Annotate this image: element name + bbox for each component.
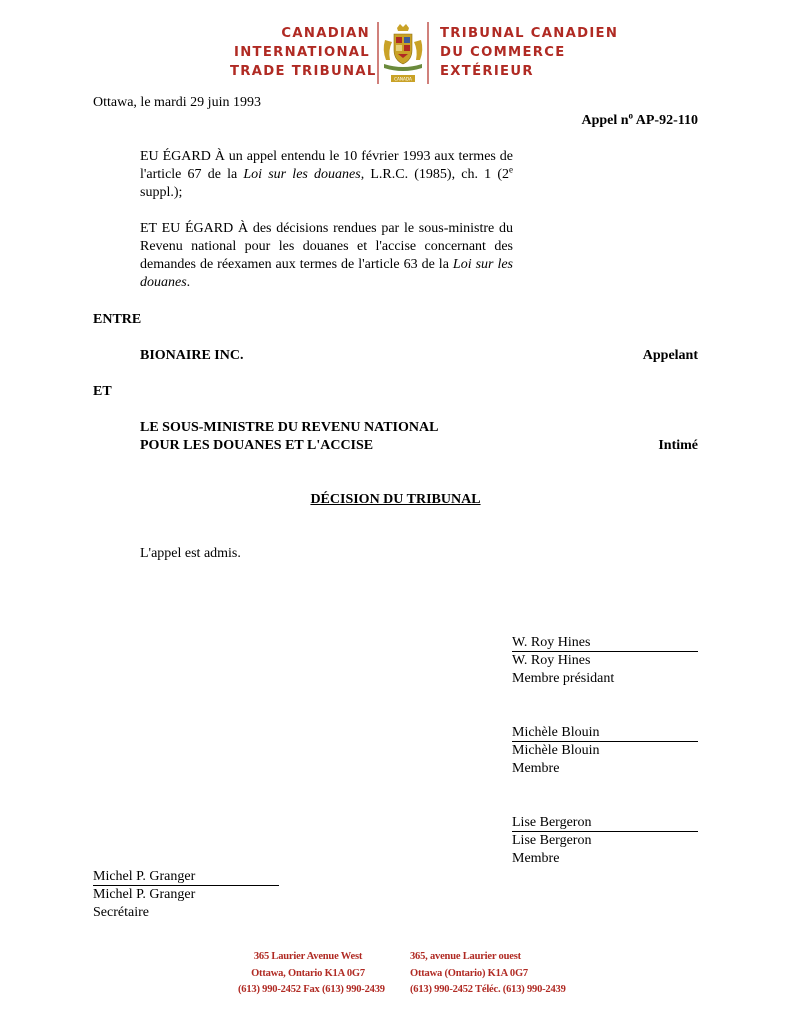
appeal-sup: o [628, 110, 634, 121]
p2-text-b: . [186, 275, 191, 290]
letterhead-line: TRIBUNAL CANADIEN [440, 26, 619, 41]
respondent-role: Intimé [658, 438, 698, 453]
member-title: Membre [512, 761, 560, 776]
footer-line: Ottawa (Ontario) K1A 0G7 [410, 967, 528, 979]
footer-address-french [410, 949, 566, 999]
letterhead-line: DU COMMERCE [440, 45, 566, 60]
decision-heading-text: DÉCISION DU TRIBUNAL [310, 492, 481, 507]
letterhead-line: CANADIAN [281, 26, 370, 41]
letterhead-french [440, 24, 620, 81]
signature-block-secretary [93, 868, 279, 922]
coat-of-arms-icon [376, 20, 430, 86]
signature-line: Michèle Blouin [512, 724, 698, 742]
signature-line: Lise Bergeron [512, 814, 698, 832]
signature-block-member-1 [512, 724, 698, 778]
p1-text-c: suppl.); [140, 185, 183, 200]
p1-text-a: EU ÉGARD À un appel entendu le 10 février 1993 aux termes de l'article 67 de la [140, 149, 513, 182]
member-title: Membre présidant [512, 671, 615, 686]
member-title: Membre [512, 851, 560, 866]
appeal-number-value: AP-92-110 [633, 113, 698, 128]
signature-block-member-2 [512, 814, 698, 868]
member-name: Lise Bergeron [512, 833, 592, 848]
decision-text: L'appel est admis. [140, 546, 241, 561]
appeal-number [581, 112, 698, 130]
decision-heading [0, 491, 791, 509]
p2-text-a: ET EU ÉGARD À des décisions rendues par le sous-ministre du Revenu national pour les douanes et l'accise concernant des demandes de réexamen aux termes de l'article 63 de la [140, 221, 513, 272]
between-label: ENTRE [93, 312, 142, 327]
p1-sup: e [509, 164, 513, 175]
secretary-title: Secrétaire [93, 905, 149, 920]
respondent-line-1: LE SOUS-MINISTRE DU REVENU NATIONAL [140, 420, 439, 435]
member-name: Michèle Blouin [512, 743, 600, 758]
signature-block-presiding [512, 634, 698, 688]
appellant-role: Appelant [642, 348, 698, 363]
member-name: W. Roy Hines [512, 653, 591, 668]
footer-address-english [238, 949, 385, 999]
p1-text-b: , L.R.C. (1985), ch. 1 (2 [360, 167, 509, 182]
letterhead-line: EXTÉRIEUR [440, 64, 534, 79]
p1-act-title: Loi sur les douanes [243, 167, 361, 182]
p2-act-title: Loi sur les douanes [140, 257, 513, 290]
respondent-line-2: POUR LES DOUANES ET L'ACCISE [140, 438, 374, 453]
secretary-name: Michel P. Granger [93, 887, 196, 902]
respondent-name [140, 419, 438, 455]
footer-line: 365, avenue Laurier ouest [410, 951, 521, 962]
footer-line: (613) 990-2452 Téléc. (613) 990-2439 [410, 984, 566, 995]
footer-line: (613) 990-2452 Fax (613) 990-2439 [238, 984, 385, 995]
appellant-name: BIONAIRE INC. [140, 348, 244, 363]
footer-line: Ottawa, Ontario K1A 0G7 [251, 967, 365, 979]
crest-label: CANADA [394, 76, 412, 82]
letterhead-english [230, 24, 377, 81]
appeal-prefix: Appel n [581, 113, 629, 128]
letterhead-line: TRADE TRIBUNAL [230, 64, 377, 79]
and-label: ET [93, 384, 112, 399]
whereas-paragraph-1 [140, 148, 513, 202]
decision-date: Ottawa, le mardi 29 juin 1993 [93, 95, 261, 110]
letterhead-line: INTERNATIONAL [234, 45, 370, 60]
whereas-paragraph-2 [140, 220, 513, 292]
signature-line: W. Roy Hines [512, 634, 698, 652]
signature-line: Michel P. Granger [93, 868, 279, 886]
footer-line: 365 Laurier Avenue West [253, 951, 363, 962]
